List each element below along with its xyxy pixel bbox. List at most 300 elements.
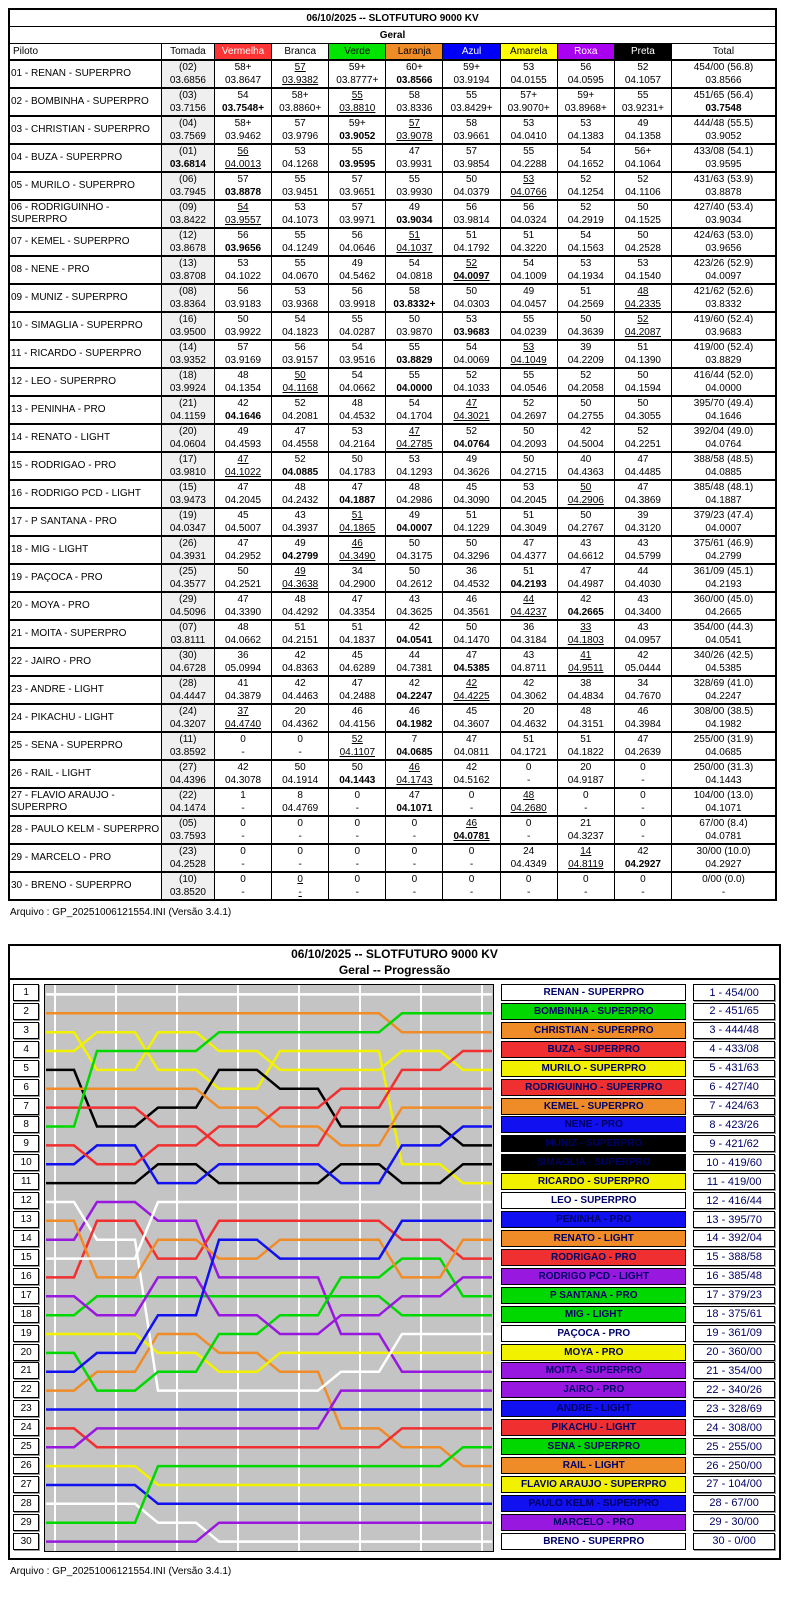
lane-cell: 42 04.1646	[214, 396, 271, 424]
total-cell: 451/65 (56.4) 03.7548	[671, 88, 776, 116]
lane-cell: 52 04.1254	[557, 172, 614, 200]
lane-cell: 57 03.9796	[272, 116, 329, 144]
lane-cell: 50 04.1443	[329, 760, 386, 788]
lane-cell: 56 03.9814	[443, 200, 500, 228]
position-label: 25	[13, 1438, 39, 1455]
position-label: 13	[13, 1211, 39, 1228]
lane-cell: 53 04.0155	[500, 60, 557, 88]
position-label: 30	[13, 1533, 39, 1550]
lane-cell: 57 03.9078	[386, 116, 443, 144]
lane-cell: 53 04.1934	[557, 256, 614, 284]
legend-name: MOYA - PRO	[501, 1344, 686, 1361]
table-row	[9, 732, 776, 760]
pilot-name: 17 - P SANTANA - PRO	[9, 508, 161, 536]
lane-cell: 49 04.0007	[386, 508, 443, 536]
tomada-cell: (24) 04.3207	[161, 704, 214, 732]
legend-rank: 14 - 392/04	[693, 1230, 775, 1247]
position-label: 7	[13, 1098, 39, 1115]
lane-cell: 55 03.9231+	[614, 88, 671, 116]
lane-cell: 0 -	[329, 844, 386, 872]
lane-cell: 52 04.2919	[557, 200, 614, 228]
legend-name: MUNIZ - SUPERPRO	[501, 1135, 686, 1152]
lane-cell: 55 04.1249	[272, 228, 329, 256]
position-label: 14	[13, 1230, 39, 1247]
lane-cell: 47 04.4377	[500, 536, 557, 564]
table-row	[9, 368, 776, 396]
legend-rank: 29 - 30/00	[693, 1514, 775, 1531]
tomada-cell: (29) 04.5096	[161, 592, 214, 620]
legend-name: RAIL - LIGHT	[501, 1457, 686, 1474]
lane-cell: 53 04.1383	[557, 116, 614, 144]
column-header-branca: Branca	[272, 44, 329, 61]
legend-rank: 21 - 354/00	[693, 1362, 775, 1379]
lane-cell: 47 04.3354	[329, 592, 386, 620]
total-cell: 308/00 (38.5) 04.1982	[671, 704, 776, 732]
lane-cell: 37 04.4740	[214, 704, 271, 732]
lane-cell: 51 04.2193	[500, 564, 557, 592]
progress-line	[46, 1391, 492, 1448]
tomada-cell: (06) 03.7945	[161, 172, 214, 200]
total-cell: 104/00 (13.0) 04.1071	[671, 788, 776, 816]
pilot-name: 15 - RODRIGAO - PRO	[9, 452, 161, 480]
legend-name: BOMBINHA - SUPERPRO	[501, 1003, 686, 1020]
lane-cell: 48 04.2986	[386, 480, 443, 508]
pilot-name: 11 - RICARDO - SUPERPRO	[9, 340, 161, 368]
pilot-name: 19 - PAÇOCA - PRO	[9, 564, 161, 592]
lane-cell: 54 04.1823	[272, 312, 329, 340]
column-header-piloto: Piloto	[9, 44, 161, 61]
lane-cell: 47 04.1071	[386, 788, 443, 816]
lane-cell: 48 04.2335	[614, 284, 671, 312]
lane-cell: 59+ 03.8777+	[329, 60, 386, 88]
position-label: 1	[13, 984, 39, 1001]
total-cell: 421/62 (52.6) 03.8332	[671, 284, 776, 312]
table-row	[9, 788, 776, 816]
lane-cell: 34 04.7670	[614, 676, 671, 704]
total-cell: 395/70 (49.4) 04.1646	[671, 396, 776, 424]
position-label: 24	[13, 1419, 39, 1436]
column-header-roxa: Roxa	[557, 44, 614, 61]
legend-name: MIG - LIGHT	[501, 1306, 686, 1323]
column-header-verde: Verde	[329, 44, 386, 61]
legend-name: RODRIGO PCD - LIGHT	[501, 1268, 686, 1285]
column-header-vermelha: Vermelha	[214, 44, 271, 61]
lane-cell: 52 04.0764	[443, 424, 500, 452]
legend-rank: 20 - 360/00	[693, 1344, 775, 1361]
total-cell: 30/00 (10.0) 04.2927	[671, 844, 776, 872]
lane-cell: 58+ 03.8860+	[272, 88, 329, 116]
legend-rank: 26 - 250/00	[693, 1457, 775, 1474]
legend-rank: 19 - 361/09	[693, 1325, 775, 1342]
lane-cell: 47 04.2045	[214, 480, 271, 508]
lane-cell: 52 04.2251	[614, 424, 671, 452]
lane-cell: 51 04.3049	[500, 508, 557, 536]
lane-cell: 20 04.4362	[272, 704, 329, 732]
lane-cell: 52 04.1106	[614, 172, 671, 200]
lane-cell: 47 04.0811	[443, 732, 500, 760]
lane-cell: 8 04.4769	[272, 788, 329, 816]
legend-rank: 10 - 419/60	[693, 1154, 775, 1171]
lane-cell: 53 04.1022	[214, 256, 271, 284]
tomada-cell: (14) 03.9352	[161, 340, 214, 368]
lane-cell: 47 03.9931	[386, 144, 443, 172]
total-cell: 427/40 (53.4) 03.9034	[671, 200, 776, 228]
lane-cell: 47 04.2488	[329, 676, 386, 704]
lane-cell: 56 03.9157	[272, 340, 329, 368]
tomada-cell: (02) 03.6856	[161, 60, 214, 88]
lane-cell: 47 04.1887	[329, 480, 386, 508]
lane-cell: 50 04.2755	[557, 396, 614, 424]
lane-cell: 49 04.4593	[214, 424, 271, 452]
lane-cell: 0 -	[272, 732, 329, 760]
lane-cell: 58 03.9661	[443, 116, 500, 144]
lane-cell: 20 04.4632	[500, 704, 557, 732]
column-header-amarela: Amarela	[500, 44, 557, 61]
legend-rank: 18 - 375/61	[693, 1306, 775, 1323]
lane-cell: 50 04.3055	[614, 396, 671, 424]
lane-cell: 47 04.3390	[214, 592, 271, 620]
progress-line	[46, 1466, 492, 1485]
lane-cell: 57 03.9651	[329, 172, 386, 200]
lane-cell: 42 04.3062	[500, 676, 557, 704]
total-cell: 328/69 (41.0) 04.2247	[671, 676, 776, 704]
tomada-cell: (18) 03.9924	[161, 368, 214, 396]
lane-cell: 56 04.0013	[214, 144, 271, 172]
lane-cell: 51 04.1792	[443, 228, 500, 256]
lane-cell: 53 04.1049	[500, 340, 557, 368]
legend-rank: 24 - 308/00	[693, 1419, 775, 1436]
column-header-azul: Azul	[443, 44, 500, 61]
lane-cell: 47 04.1022	[214, 452, 271, 480]
total-cell: 67/00 (8.4) 04.0781	[671, 816, 776, 844]
total-cell: 416/44 (52.0) 04.0000	[671, 368, 776, 396]
lane-cell: 20 04.9187	[557, 760, 614, 788]
lane-cell: 51 04.2151	[272, 620, 329, 648]
lane-cell: 56 04.0324	[500, 200, 557, 228]
lane-cell: 59+ 03.8968+	[557, 88, 614, 116]
lane-cell: 50 04.2521	[214, 564, 271, 592]
total-cell: 255/00 (31.9) 04.0685	[671, 732, 776, 760]
position-label: 18	[13, 1306, 39, 1323]
lane-cell: 1 -	[214, 788, 271, 816]
lane-cell: 0 -	[614, 872, 671, 900]
lane-cell: 50 03.9922	[214, 312, 271, 340]
lane-cell: 49 04.2799	[272, 536, 329, 564]
pilot-name: 09 - MUNIZ - SUPERPRO	[9, 284, 161, 312]
chart-title: 06/10/2025 -- SLOTFUTURO 9000 KV	[291, 947, 498, 961]
lane-cell: 55 04.0546	[500, 368, 557, 396]
legend-name: SENA - SUPERPRO	[501, 1438, 686, 1455]
position-label: 17	[13, 1287, 39, 1304]
lane-cell: 46 04.3984	[614, 704, 671, 732]
lane-cell: 48 04.4292	[272, 592, 329, 620]
column-header-total: Total	[671, 44, 776, 61]
lane-cell: 56 03.9918	[329, 284, 386, 312]
table-row	[9, 200, 776, 228]
pilot-name: 01 - RENAN - SUPERPRO	[9, 60, 161, 88]
table-row	[9, 508, 776, 536]
lane-cell: 57 03.9971	[329, 200, 386, 228]
progression-plot	[44, 984, 494, 1552]
lane-cell: 42 04.4463	[272, 676, 329, 704]
table-row	[9, 396, 776, 424]
lane-cell: 59+ 03.9052	[329, 116, 386, 144]
legend-name: JAIRO - PRO	[501, 1381, 686, 1398]
pilot-name: 05 - MURILO - SUPERPRO	[9, 172, 161, 200]
pilot-name: 22 - JAIRO - PRO	[9, 648, 161, 676]
pilot-name: 03 - CHRISTIAN - SUPERPRO	[9, 116, 161, 144]
lane-cell: 42 04.2247	[386, 676, 443, 704]
lane-cell: 57 03.9382	[272, 60, 329, 88]
tomada-cell: (10) 03.8520	[161, 872, 214, 900]
lane-cell: 50 04.3639	[557, 312, 614, 340]
tomada-cell: (12) 03.8678	[161, 228, 214, 256]
legend-name: KEMEL - SUPERPRO	[501, 1098, 686, 1115]
lane-cell: 50 04.2715	[500, 452, 557, 480]
lane-cell: 55 04.0000	[386, 368, 443, 396]
legend-name: RODRIGAO - PRO	[501, 1249, 686, 1266]
lane-cell: 56 03.9183	[214, 284, 271, 312]
lane-cell: 0 -	[329, 872, 386, 900]
lane-cell: 48 04.2432	[272, 480, 329, 508]
lane-cell: 50 03.9870	[386, 312, 443, 340]
legend-name: BUZA - SUPERPRO	[501, 1041, 686, 1058]
lane-cell: 50 04.3175	[386, 536, 443, 564]
legend-rank: 22 - 340/26	[693, 1381, 775, 1398]
legend-name: MOITA - SUPERPRO	[501, 1362, 686, 1379]
pilot-name: 16 - RODRIGO PCD - LIGHT	[9, 480, 161, 508]
legend-name: MURILO - SUPERPRO	[501, 1060, 686, 1077]
lane-cell: 44 04.7381	[386, 648, 443, 676]
lane-cell: 49 04.5462	[329, 256, 386, 284]
lane-cell: 54 03.9516	[329, 340, 386, 368]
lane-cell: 50 04.0303	[443, 284, 500, 312]
lane-cell: 45 04.3090	[443, 480, 500, 508]
lane-cell: 0 -	[443, 872, 500, 900]
lane-cell: 45 04.3607	[443, 704, 500, 732]
tomada-cell: (25) 04.3577	[161, 564, 214, 592]
progress-line	[46, 1296, 492, 1315]
lane-cell: 56 04.0646	[329, 228, 386, 256]
table-row	[9, 620, 776, 648]
pilot-name: 25 - SENA - SUPERPRO	[9, 732, 161, 760]
position-label: 27	[13, 1476, 39, 1493]
lane-cell: 0 -	[500, 872, 557, 900]
total-cell: 375/61 (46.9) 04.2799	[671, 536, 776, 564]
pilot-name: 27 - FLAVIO ARAUJO - SUPERPRO	[9, 788, 161, 816]
table-row	[9, 844, 776, 872]
lane-cell: 50 04.2528	[614, 228, 671, 256]
lane-cell: 0 -	[443, 844, 500, 872]
table-row	[9, 312, 776, 340]
progress-chart-section	[8, 944, 781, 1560]
lane-cell: 50 04.1594	[614, 368, 671, 396]
lane-cell: 50 04.1914	[272, 760, 329, 788]
lane-cell: 33 04.1803	[557, 620, 614, 648]
legend-name: MARCELO - PRO	[501, 1514, 686, 1531]
lane-cell: 51 04.1721	[500, 732, 557, 760]
position-label: 19	[13, 1325, 39, 1342]
legend-rank: 1 - 454/00	[693, 984, 775, 1001]
total-cell: 424/63 (53.0) 03.9656	[671, 228, 776, 256]
lane-cell: 52 04.2087	[614, 312, 671, 340]
lane-cell: 58 03.8332+	[386, 284, 443, 312]
lane-cell: 0 -	[214, 844, 271, 872]
table-row	[9, 536, 776, 564]
lane-cell: 49 04.3638	[272, 564, 329, 592]
table-row	[9, 648, 776, 676]
lane-cell: 42 04.5004	[557, 424, 614, 452]
lane-cell: 0 -	[557, 872, 614, 900]
total-cell: 423/26 (52.9) 04.0097	[671, 256, 776, 284]
lane-cell: 34 04.2900	[329, 564, 386, 592]
position-label: 20	[13, 1344, 39, 1361]
table-row	[9, 816, 776, 844]
total-cell: 354/00 (44.3) 04.0541	[671, 620, 776, 648]
legend-name: PIKACHU - LIGHT	[501, 1419, 686, 1436]
progress-line	[46, 1051, 492, 1145]
lane-cell: 55 03.9595	[329, 144, 386, 172]
pilot-name: 30 - BRENO - SUPERPRO	[9, 872, 161, 900]
lane-cell: 55 03.9451	[272, 172, 329, 200]
pilot-name: 07 - KEMEL - SUPERPRO	[9, 228, 161, 256]
lane-cell: 48 04.4532	[329, 396, 386, 424]
chart-body	[10, 980, 779, 1558]
file-line-top: Arquivo : GP_20251006121554.INI (Versão 3.4.1)	[10, 907, 232, 918]
table-row	[9, 116, 776, 144]
lane-cell: 52 04.0885	[272, 452, 329, 480]
total-cell: 361/09 (45.1) 04.2193	[671, 564, 776, 592]
lane-cell: 36 04.3184	[500, 620, 557, 648]
total-cell: 433/08 (54.1) 03.9595	[671, 144, 776, 172]
lane-cell: 42 04.2665	[557, 592, 614, 620]
tomada-cell: (28) 04.4447	[161, 676, 214, 704]
lane-cell: 48 04.2680	[500, 788, 557, 816]
lane-cell: 44 04.4030	[614, 564, 671, 592]
lane-cell: 54 04.0662	[329, 368, 386, 396]
table-row	[9, 676, 776, 704]
lane-cell: 39 04.2209	[557, 340, 614, 368]
legend-name: ANDRE - LIGHT	[501, 1400, 686, 1417]
position-label: 15	[13, 1249, 39, 1266]
lane-cell: 52 04.2081	[272, 396, 329, 424]
lane-cell: 58+ 03.8647	[214, 60, 271, 88]
legend-rank: 3 - 444/48	[693, 1022, 775, 1039]
legend-name: RENATO - LIGHT	[501, 1230, 686, 1247]
lane-cell: 53 03.9683	[443, 312, 500, 340]
lane-cell: 0 -	[614, 816, 671, 844]
lane-cell: 47 04.5385	[443, 648, 500, 676]
legend-name: PAÇOCA - PRO	[501, 1325, 686, 1342]
lane-cell: 43 04.0957	[614, 620, 671, 648]
lane-cell: 42 04.5162	[443, 760, 500, 788]
tomada-cell: (30) 04.6728	[161, 648, 214, 676]
lane-cell: 43 04.3625	[386, 592, 443, 620]
lane-cell: 50 04.2093	[500, 424, 557, 452]
legend-name: FLAVIO ARAUJO - SUPERPRO	[501, 1476, 686, 1493]
lane-cell: 51 04.1822	[557, 732, 614, 760]
lane-cell: 0 -	[386, 816, 443, 844]
lane-cell: 47 04.4558	[272, 424, 329, 452]
lane-cell: 55 03.8429+	[443, 88, 500, 116]
lane-cell: 55 03.8829	[386, 340, 443, 368]
pilot-name: 13 - PENINHA - PRO	[9, 396, 161, 424]
table-row	[9, 480, 776, 508]
lane-cell: 53 04.1073	[272, 200, 329, 228]
lane-cell: 42 04.0541	[386, 620, 443, 648]
lane-cell: 49 04.0457	[500, 284, 557, 312]
legend-rank: 13 - 395/70	[693, 1211, 775, 1228]
pilot-name: 14 - RENATO - LIGHT	[9, 424, 161, 452]
lane-cell: 42 05.0444	[614, 648, 671, 676]
lane-cell: 0 -	[500, 760, 557, 788]
lane-cell: 36 04.4532	[443, 564, 500, 592]
tomada-cell: (05) 03.7593	[161, 816, 214, 844]
legend-name: CHRISTIAN - SUPERPRO	[501, 1022, 686, 1039]
legend-rank: 16 - 385/48	[693, 1268, 775, 1285]
lane-cell: 0 -	[214, 732, 271, 760]
lane-cell: 24 04.4349	[500, 844, 557, 872]
pilot-name: 06 - RODRIGUINHO - SUPERPRO	[9, 200, 161, 228]
table-row	[9, 760, 776, 788]
lane-cell: 38 04.4834	[557, 676, 614, 704]
tomada-cell: (01) 03.6814	[161, 144, 214, 172]
lane-cell: 51 04.1865	[329, 508, 386, 536]
progress-line	[46, 1428, 492, 1447]
legend-rank: 9 - 421/62	[693, 1135, 775, 1152]
legend-name: RODRIGUINHO - SUPERPRO	[501, 1079, 686, 1096]
progress-line	[46, 1277, 492, 1334]
table-row	[9, 60, 776, 88]
legend-name: SIMAGLIA - SUPERPRO	[501, 1154, 686, 1171]
legend-rank: 8 - 423/26	[693, 1116, 775, 1133]
lane-cell: 40 04.4363	[557, 452, 614, 480]
pilot-name: 23 - ANDRE - LIGHT	[9, 676, 161, 704]
position-label: 29	[13, 1514, 39, 1531]
total-cell: 444/48 (55.5) 03.9052	[671, 116, 776, 144]
legend-rank: 11 - 419/00	[693, 1173, 775, 1190]
legend-rank: 12 - 416/44	[693, 1192, 775, 1209]
table-row	[9, 340, 776, 368]
lane-cell: 54 04.0818	[386, 256, 443, 284]
lane-cell: 42 04.3078	[214, 760, 271, 788]
position-label: 2	[13, 1003, 39, 1020]
lane-cell: 42 04.8363	[272, 648, 329, 676]
lane-cell: 52 04.1107	[329, 732, 386, 760]
lane-cell: 60+ 03.8566	[386, 60, 443, 88]
lane-cell: 56 03.9656	[214, 228, 271, 256]
lane-cell: 54 03.7548+	[214, 88, 271, 116]
total-cell: 392/04 (49.0) 04.0764	[671, 424, 776, 452]
tomada-cell: (03) 03.7156	[161, 88, 214, 116]
pilot-name: 10 - SIMAGLIA - SUPERPRO	[9, 312, 161, 340]
position-label: 6	[13, 1079, 39, 1096]
lane-cell: 14 04.8119	[557, 844, 614, 872]
lane-cell: 46 04.3561	[443, 592, 500, 620]
lane-cell: 41 04.3879	[214, 676, 271, 704]
tomada-cell: (07) 03.8111	[161, 620, 214, 648]
lane-cell: 53 04.2164	[329, 424, 386, 452]
total-cell: 388/58 (48.5) 04.0885	[671, 452, 776, 480]
legend-rank: 30 - 0/00	[693, 1533, 775, 1550]
lane-cell: 0 -	[272, 872, 329, 900]
tomada-cell: (13) 03.8708	[161, 256, 214, 284]
lane-cell: 46 04.0781	[443, 816, 500, 844]
legend-rank: 28 - 67/00	[693, 1495, 775, 1512]
tomada-cell: (15) 03.9473	[161, 480, 214, 508]
lane-cell: 0 -	[272, 844, 329, 872]
position-label: 16	[13, 1268, 39, 1285]
